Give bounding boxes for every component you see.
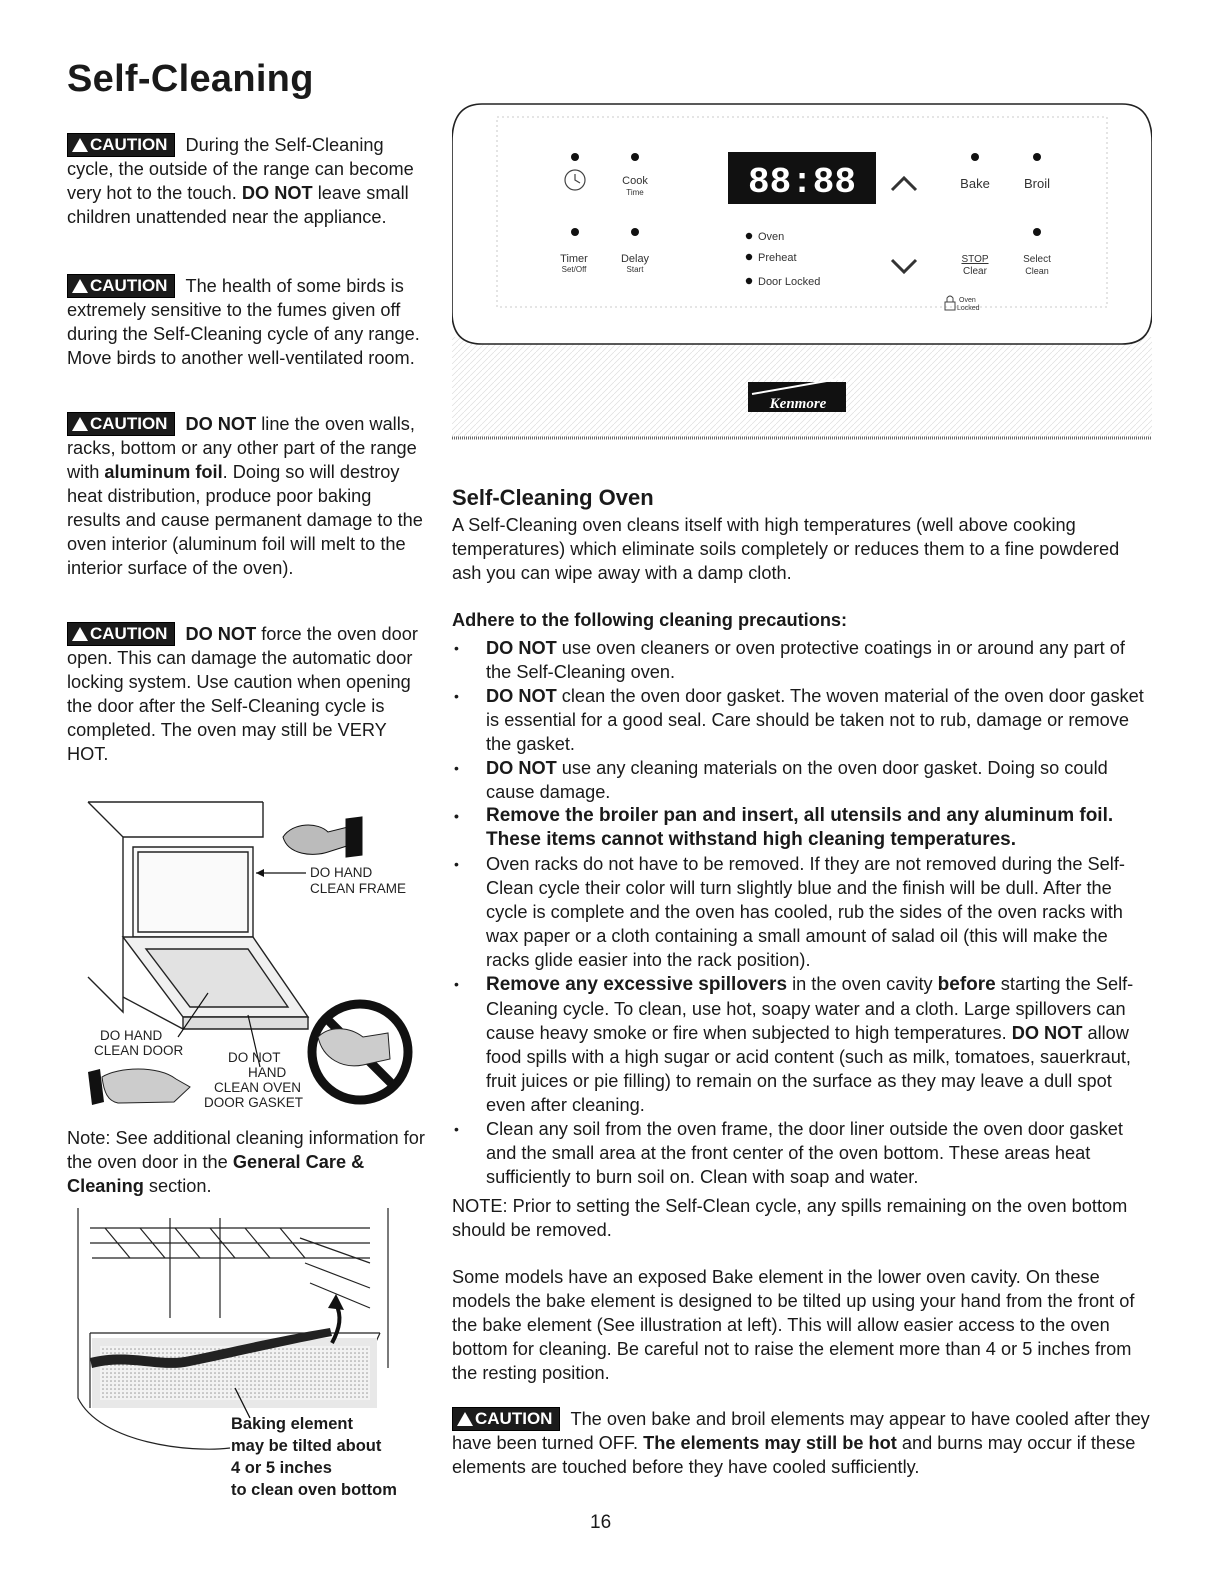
select-clean-label: Select [1023, 254, 1051, 265]
prohibition-icon [312, 1004, 408, 1100]
list-item: • DO NOT use any cleaning materials on the oven door gasket. Doing so could cause damage. [452, 756, 1152, 804]
caution-block-hot-surface [67, 133, 429, 229]
indicator-preheat: Preheat [758, 252, 797, 264]
label-do-not-hand-clean: CLEAN OVEN [214, 1080, 302, 1095]
delay-start-label: Delay [620, 253, 650, 265]
note-general-care: Note: See additional cleaning information for the oven door in the General Care & Cleaning section. [67, 1128, 425, 1196]
caution-emphasis: DO NOT [185, 624, 257, 644]
cook-time-label: Time [626, 188, 644, 197]
list-item: • DO NOT use oven cleaners or oven protective coatings in or around any part of the Self-Cleaning oven. [452, 636, 1152, 684]
label-do-hand-clean-door: DO HAND [100, 1028, 163, 1043]
label-do-not-hand-clean: DOOR GASKET [204, 1095, 304, 1110]
delay-start-label: Start [626, 265, 644, 274]
indicator-oven: Oven [758, 231, 785, 243]
control-panel-illustration [452, 82, 1152, 452]
caution-badge: CAUTION [67, 133, 175, 157]
intro-paragraph: A Self-Cleaning oven cleans itself with high temperatures (well above cooking temperatures) which eliminate soils completely or reduces them to a fine powdered ash you can wipe away with a damp cloth. [452, 515, 1120, 583]
caution-text: The health of some birds is extremely sensitive to the fumes given off during the Self-Cleaning cycle of any range. Move birds to another well-ventilated room. [67, 276, 420, 368]
caution-emphasis: DO NOT [185, 414, 257, 434]
label-do-not-hand-clean: DO NOT [228, 1050, 281, 1065]
list-item: • Clean any soil from the oven frame, the door liner outside the oven door gasket and the small area at the front center of the oven bottom. These areas heat sufficiently to burn soil on. Clean with soap and water. [452, 1117, 1152, 1189]
label-do-not-hand-clean: HAND [248, 1065, 287, 1080]
label-do-hand-clean-frame: DO HAND [310, 865, 373, 880]
broil-label: Broil [1023, 176, 1051, 191]
caution-text: leave small children unattended near the appliance. [67, 183, 409, 227]
caution-text: force the oven door open. This can damage the automatic door locking system. Use caution when opening the door after the Self-Cleaning cycle is completed. The oven may still be VERY HOT. [67, 624, 418, 764]
oven-locked-label: Locked [957, 305, 980, 312]
precautions-list [452, 636, 1152, 1189]
timer-label: Timer [560, 253, 588, 265]
svg-text:Kenmore: Kenmore [769, 396, 827, 412]
label-do-hand-clean-frame: CLEAN FRAME [310, 881, 407, 896]
precautions-block [452, 608, 1152, 1189]
warning-triangle-icon [72, 279, 88, 293]
display-readout: 88:88 [747, 162, 857, 203]
bake-label: Bake [960, 176, 990, 191]
label-do-hand-clean-door: CLEAN DOOR [94, 1043, 184, 1058]
bake-element-paragraph: Some models have an exposed Bake element in the lower oven cavity. On these models the bake element is designed to be tilted up using your hand from the front of the bake element (See illustration at left). This will allow easier access to the oven bottom for cleaning. Be careful not to raise the element more than 4 or 5 inches from the resting position. [452, 1267, 1135, 1383]
precautions-heading: Adhere to the following cleaning precautions: [452, 610, 848, 630]
timer-label: Set/Off [561, 265, 587, 274]
caution-emphasis: DO NOT [241, 183, 313, 203]
caution-text: . Doing so will destroy heat distribution, produce poor baking results and cause permanent damage to the oven interior (aluminum foil will melt to the interior surface of the oven). [67, 462, 423, 578]
select-clean-label: Clean [1025, 266, 1049, 276]
warning-triangle-icon [72, 138, 88, 152]
list-item: • Oven racks do not have to be removed. If they are not removed during the Self-Clean cycle their color will turn slightly blue and the finish will be dull. After the cycle is complete and the oven has cooled, rub the sides of the oven racks with wax paper or a cloth containing a small amount of salad oil (this will make the racks glide easier into the rack position). [452, 852, 1152, 972]
oven-door-cleaning-illustration [78, 797, 418, 1122]
list-item: • Remove the broiler pan and insert, all utensils and any aluminum foil. These items cannot withstand high cleaning temperatures. [452, 804, 1152, 852]
final-caution-block: CAUTION The oven bake and broil elements may appear to have cooled after they have been turned OFF. The elements may still be hot and burns may occur if these elements are touched before they have cooled sufficiently. [452, 1409, 1150, 1477]
caution-badge: CAUTION [67, 412, 175, 436]
page-number: 16 [590, 1512, 612, 1533]
oven-locked-label: Oven [959, 297, 976, 304]
section-title: Self-Cleaning Oven [452, 485, 654, 510]
warning-triangle-icon [72, 417, 88, 431]
caution-block-door [67, 622, 429, 766]
page-title: Self-Cleaning [67, 58, 314, 100]
caution-badge: CAUTION [67, 622, 175, 646]
stop-clear-label: Clear [963, 266, 987, 277]
caution-text: During the Self-Cleaning cycle, the outside of the range can become very hot to the touch. [67, 135, 414, 203]
caution-badge: CAUTION [67, 274, 175, 298]
caution-block-foil [67, 412, 429, 580]
warning-triangle-icon [72, 627, 88, 641]
warning-triangle-icon [457, 1412, 473, 1426]
note-self-clean: NOTE: Prior to setting the Self-Clean cycle, any spills remaining on the oven bottom should be removed. [452, 1196, 1128, 1240]
stop-clear-label: STOP [961, 254, 989, 265]
caution-badge: CAUTION [452, 1407, 560, 1431]
caution-text: line the oven walls, racks, bottom or any other part of the range with [67, 414, 417, 482]
kenmore-logo [748, 378, 846, 412]
cook-time-label: Cook [622, 175, 648, 187]
caution-block-birds [67, 274, 429, 370]
indicator-door-locked: Door Locked [758, 276, 821, 288]
list-item: • Remove any excessive spillovers in the oven cavity before starting the Self-Cleaning cycle. To clean, use hot, soapy water and a cloth. Large spillovers can cause heavy smoke or fire when subjected to high temperatures. DO NOT allow food spills with a high sugar or acid content (such as milk, tomatoes, sauerkraut, fruit juices or pie filling) to remain on the surface as they may leave a dull spot even after cleaning. [452, 972, 1152, 1117]
note-emphasis: General Care & Cleaning [67, 1152, 365, 1196]
bake-element-caption: Baking element may be tilted about 4 or 5 inches to clean oven bottom [231, 1415, 397, 1499]
caution-emphasis: aluminum foil [104, 462, 223, 482]
list-item: • DO NOT clean the oven door gasket. The woven material of the oven door gasket is essential for a good seal. Care should be taken not to rub, damage or remove the gasket. [452, 684, 1152, 756]
